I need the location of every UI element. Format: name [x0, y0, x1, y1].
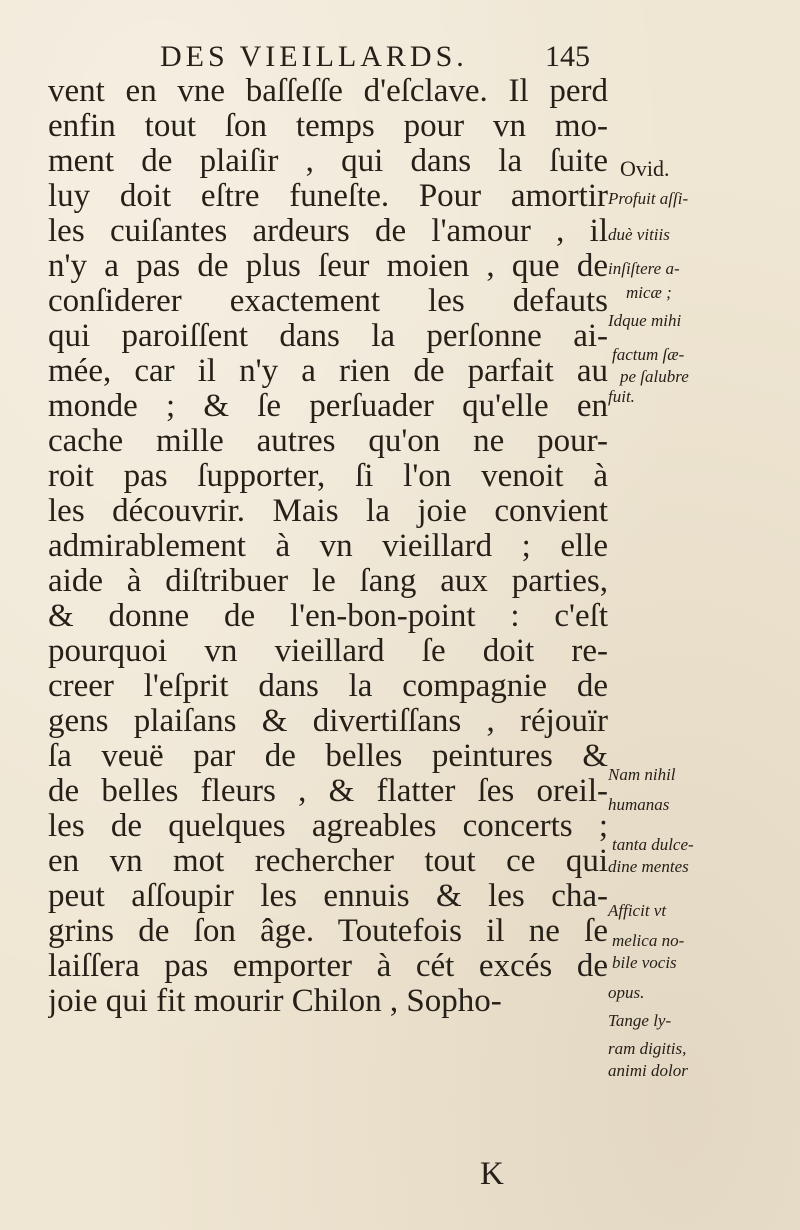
text-line: & donne de l'en-bon-point : c'eſt: [48, 599, 608, 634]
text-line: de belles fleurs , & flatter ſes oreil-: [48, 774, 608, 809]
margin-note-line: animi dolor: [608, 1061, 688, 1080]
text-line: aide à diſtribuer le ſang aux parties,: [48, 564, 608, 599]
margin-note-line: melica no-: [612, 931, 685, 950]
text-line: enfin tout ſon temps pour vn mo-: [48, 109, 608, 144]
margin-note-line: tanta dulce-: [612, 835, 694, 854]
text-line: joie qui fit mourir Chilon , Sopho-: [48, 984, 502, 1019]
margin-note-line: factum ſæ-: [612, 345, 685, 364]
margin-note-line: fuit.: [608, 387, 635, 406]
text-line: laiſſera pas emporter à cét excés de: [48, 949, 608, 984]
margin-note-line: micæ ;: [626, 283, 672, 302]
margin-note-line: duè vitiis: [608, 225, 670, 244]
text-line: admirablement à vn vieillard ; elle: [48, 529, 608, 564]
margin-note-line: inſiſtere a-: [608, 259, 680, 278]
margin-note-line: Idque mihi: [608, 311, 682, 330]
catchword: K: [480, 1156, 504, 1192]
text-line: ment de plaiſir , qui dans la ſuite: [48, 144, 608, 179]
text-line: grins de ſon âge. Toutefois il ne ſe: [48, 914, 608, 949]
margin-note-line: Tange ly-: [608, 1011, 672, 1030]
margin-note-line: humanas: [608, 795, 670, 814]
margin-note-line: ram digitis,: [608, 1039, 687, 1058]
margin-note-line: Nam nihil: [608, 765, 676, 784]
text-line: les découvrir. Mais la joie convient: [48, 494, 608, 529]
text-line: vent en vne baſſeſſe d'eſclave. Il perd: [48, 74, 608, 109]
text-line: peut aſſoupir les ennuis & les cha-: [48, 879, 608, 914]
margin-note-line: dine mentes: [608, 857, 689, 876]
body-text: [48, 74, 608, 1019]
margin-note-line: opus.: [608, 983, 645, 1002]
text-line: qui paroiſſent dans la perſonne ai-: [48, 319, 608, 354]
text-line: monde ; & ſe perſuader qu'elle en: [48, 389, 608, 424]
text-line: n'y a pas de plus ſeur moien , que de: [48, 249, 608, 284]
text-line: les cuiſantes ardeurs de l'amour , il: [48, 214, 608, 249]
text-line: cache mille autres qu'on ne pour-: [48, 424, 608, 459]
margin-source: Ovid.: [620, 156, 670, 181]
page-number: 145: [545, 40, 590, 73]
text-line: luy doit eſtre funeſte. Pour amortir: [48, 179, 608, 214]
text-line: les de quelques agreables concerts ;: [48, 809, 608, 844]
text-line: gens plaiſans & divertiſſans , réjouïr: [48, 704, 608, 739]
margin-note-line: pe ſalubre: [620, 367, 689, 386]
margin-note-line: Afficit vt: [608, 901, 667, 920]
margin-note-line: Profuit aſſi-: [608, 189, 689, 208]
text-line: roit pas ſupporter, ſi l'on venoit à: [48, 459, 608, 494]
running-head: DES VIEILLARDS.: [160, 40, 468, 73]
text-line: pourquoi vn vieillard ſe doit re-: [48, 634, 608, 669]
text-line: conſiderer exactement les defauts: [48, 284, 608, 319]
text-line: creer l'eſprit dans la compagnie de: [48, 669, 608, 704]
text-line: mée, car il n'y a rien de parfait au: [48, 354, 608, 389]
text-line: en vn mot rechercher tout ce qui: [48, 844, 608, 879]
margin-note-line: bile vocis: [612, 953, 677, 972]
text-line: ſa veuë par de belles peintures &: [48, 739, 608, 774]
